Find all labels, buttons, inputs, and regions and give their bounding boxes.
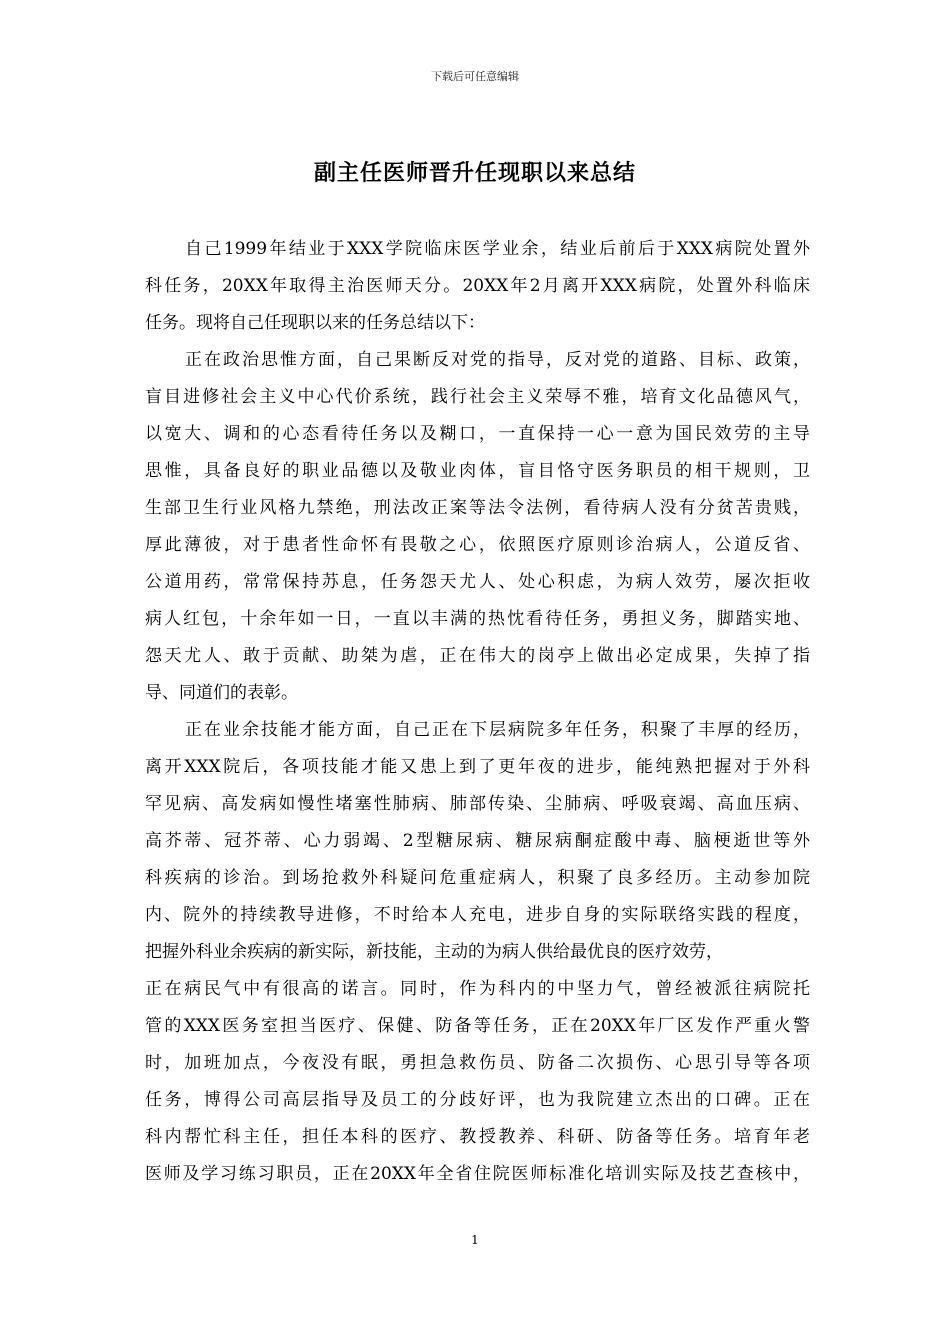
text-line: 正在病民气中有很高的诺言。同时，作为科内的中坚力气，曾经被派往病院托 — [145, 979, 810, 999]
text-line: 怨天尤人、敢于贡献、助桀为虐，正在伟大的岗亭上做出必定成果，失掉了指 — [145, 646, 810, 666]
text-line: 厚此薄彼，对于患者性命怀有畏敬之心，依照医疗原则诊治病人，公道反省、 — [145, 535, 810, 555]
text-line: 科内帮忙科主任，担任本科的医疗、教授教养、科研、防备等任务。培育年老 — [145, 1127, 810, 1147]
text-line: 公道用药，常常保持苏息，任务怨天尤人、处心积虑，为病人效劳，屡次拒收 — [145, 572, 810, 592]
text-line: 以宽大、调和的心态看待任务以及糊口，一直保持一心一意为国民效劳的主导 — [145, 424, 810, 444]
text-line: 把握外科业余疾病的新实际，新技能，主动的为病人供给最优良的医疗效劳， — [145, 942, 723, 962]
text-line: 医师及学习练习职员，正在20XX年全省住院医师标准化培训实际及技艺查核中， — [145, 1164, 810, 1184]
text-line: 罕见病、高发病如慢性堵塞性肺病、肺部传染、尘肺病、呼吸衰竭、高血压病、 — [145, 794, 810, 814]
text-line: 自己1999年结业于XXX学院临床医学业余，结业后前后于XXX病院处置外 — [185, 239, 810, 259]
text-line: 正在业余技能才能方面，自己正在下层病院多年任务，积聚了丰厚的经历， — [185, 720, 810, 740]
document-body — [145, 231, 810, 1193]
page-number: 1 — [471, 1233, 479, 1247]
text-line: 任务，博得公司高层指导及员工的分歧好评，也为我院建立杰出的口碑。正在 — [145, 1090, 810, 1110]
text-line: 病人红包，十余年如一日，一直以丰满的热忱看待任务，勇担义务，脚踏实地、 — [145, 609, 810, 629]
paragraph-intro — [145, 231, 810, 342]
text-line: 生部卫生行业风格九禁绝，刑法改正案等法令法例，看待病人没有分贫苦贵贱， — [145, 498, 810, 518]
text-line: 内、院外的持续教导进修，不时给本人充电，进步自身的实际联络实践的程度， — [145, 905, 810, 925]
text-line: 思惟，具备良好的职业品德以及敬业肉体，盲目恪守医务职员的相干规则，卫 — [145, 461, 810, 481]
text-line: 科任务，20XX年取得主治医师天分。20XX年2月离开XXX病院，处置外科临床 — [145, 276, 810, 296]
paragraph-professional — [145, 712, 810, 1193]
text-line: 离开XXX院后，各项技能才能又患上到了更年夜的进步，能纯熟把握对于外科 — [145, 757, 810, 777]
paragraph-political — [145, 342, 810, 712]
text-line: 科疾病的诊治。到场抢救外科疑问危重症病人，积聚了良多经历。主动参加院 — [145, 868, 810, 888]
text-line: 任务。现将自己任现职以来的任务总结以下： — [145, 313, 485, 333]
text-line: 时，加班加点，今夜没有眠，勇担急救伤员、防备二次损伤、心思引导等各项 — [145, 1053, 810, 1073]
text-line: 盲目进修社会主义中心代价系统，践行社会主义荣辱不雅，培育文化品德风气， — [145, 387, 810, 407]
text-line: 正在政治思惟方面，自己果断反对党的指导，反对党的道路、目标、政策， — [185, 350, 810, 370]
header-note: 下载后可任意编辑 — [431, 70, 519, 83]
document-title: 副主任医师晋升任现职以来总结 — [313, 161, 636, 186]
text-line: 导、同道们的表彰。 — [145, 683, 298, 703]
text-line: 管的XXX医务室担当医疗、保健、防备等任务，正在20XX年厂区发作严重火警 — [145, 1016, 810, 1036]
text-line: 高芥蒂、冠芥蒂、心力弱竭、2型糖尿病、糖尿病酮症酸中毒、脑梗逝世等外 — [145, 831, 810, 851]
